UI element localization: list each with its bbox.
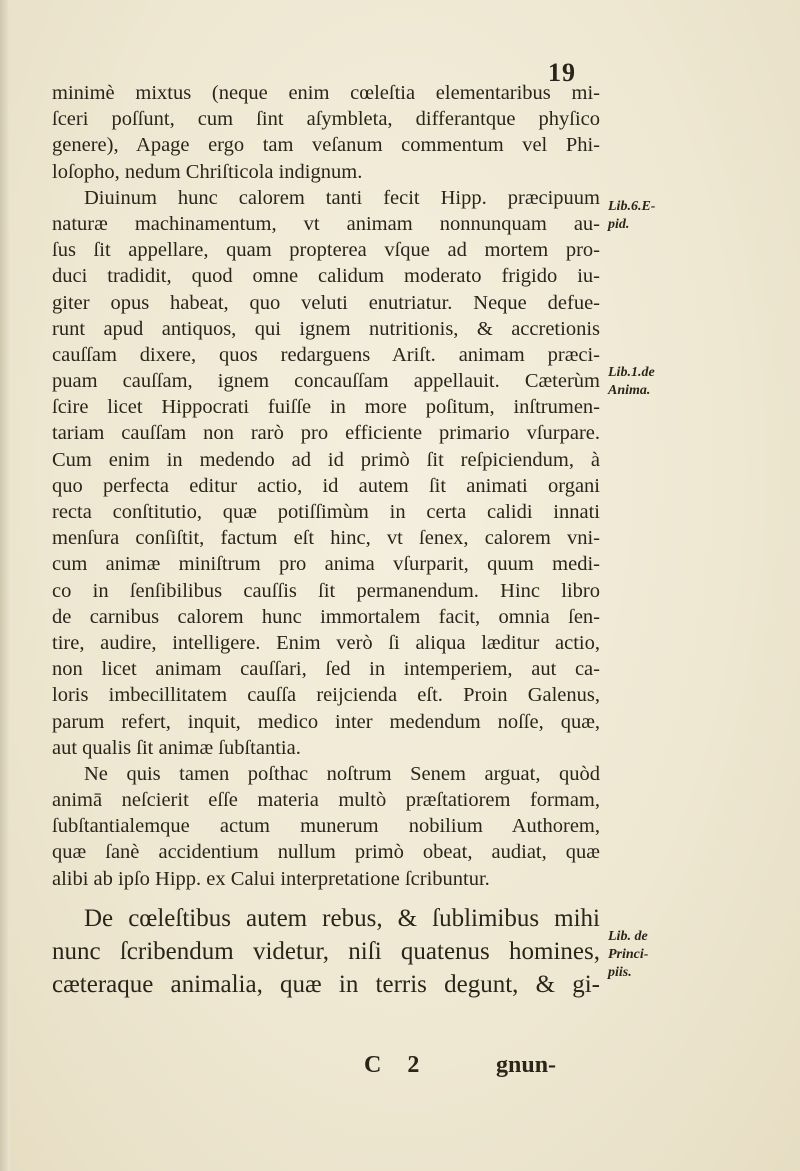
paragraph [52, 761, 600, 892]
text-line: co in ſenſibilibus cauſſis ſit permanendum. Hinc libro [52, 579, 600, 602]
text-line: Diuinum hunc calorem tanti fecit Hipp. præcipuum [84, 186, 600, 209]
text-block [52, 80, 600, 1001]
text-line: cum animæ miniſtrum pro anima vſurparit, quum medi- [52, 553, 600, 576]
text-line: animā neſcierit eſſe materia multò præſtatiorem formam, [52, 789, 600, 812]
text-line: alibi ab ipſo Hipp. ex Calui interpretatione ſcribuntur. [52, 867, 490, 890]
marginal-note [608, 198, 655, 234]
text-line: de carnibus calorem hunc immortalem facit, omnia ſen- [52, 605, 600, 628]
text-line: nunc ſcribendum videtur, niſi quatenus homines, [52, 937, 600, 965]
marginal-line: Anima. [608, 383, 651, 398]
text-line: ſubſtantialemque actum munerum nobilium Authorem, [52, 815, 600, 838]
text-line: tariam cauſſam non rarò pro efficiente primario vſurpare. [52, 422, 600, 445]
text-line: loſopho, nedum Chriſticola indignum. [52, 160, 363, 183]
marginal-line: Lib.1.de [608, 365, 655, 380]
signature-mark: C 2 [364, 1052, 430, 1078]
text-line: loris imbecillitatem cauſſa reijcienda eſt. Proin Galenus, [52, 684, 600, 707]
text-line: puam cauſſam, ignem concauſſam appellauit. Cæterùm [52, 370, 600, 393]
marginal-note [608, 364, 655, 400]
paragraph [52, 902, 600, 1001]
marginal-line: Lib.6.E- [608, 199, 656, 214]
marginal-line: Princi- [608, 947, 649, 962]
page-gutter [0, 0, 10, 1171]
text-line: Cum enim in medendo ad id primò ſit reſpiciendum, à [52, 448, 600, 471]
text-line: minimè mixtus (neque enim cœleſtia elementaribus mi- [52, 82, 600, 104]
marginal-line: pid. [608, 217, 630, 232]
text-line: tire, audire, intelligere. Enim verò ſi aliqua læditur actio, [52, 631, 600, 654]
text-line: naturæ machinamentum, vt animam nonnunquam au- [52, 212, 600, 235]
catchword: gnun- [496, 1052, 557, 1078]
text-line: menſura conſiſtit, factum eſt hinc, vt ſenex, calorem vni- [52, 527, 600, 550]
text-line: parum refert, inquit, medico inter medendum noſſe, quæ, [52, 710, 600, 733]
marginal-line: Lib. de [608, 929, 648, 944]
paragraph [52, 80, 600, 185]
text-line: ſcire licet Hippocrati fuiſſe in more poſitum, inſtrumen- [52, 396, 600, 419]
text-line: quæ ſanè accidentium nullum primò obeat, audiat, quæ [52, 841, 600, 864]
text-line: genere), Apage ergo tam veſanum commentum vel Phi- [52, 134, 600, 157]
text-line: ſceri poſſunt, cum ſint aſymbleta, differantque phyſico [52, 108, 600, 131]
text-line: Ne quis tamen poſthac noſtrum Senem arguat, quòd [84, 762, 600, 785]
text-line: quo perfecta editur actio, id autem ſit animati organi [52, 474, 600, 497]
page-number: 19 [548, 58, 576, 87]
marginal-note [608, 928, 648, 982]
text-line: giter opus habeat, quo veluti enutriatur. Neque defue- [52, 291, 600, 314]
text-line: non licet animam cauſſari, ſed in intemperiem, aut ca- [52, 658, 600, 681]
text-line: cauſſam dixere, quos redarguens Ariſt. animam præci- [52, 343, 600, 366]
text-line: duci tradidit, quod omne calidum moderato frigido iu- [52, 265, 600, 288]
paragraph [52, 185, 600, 761]
text-line: recta conſtitutio, quæ potiſſimùm in certa calidi innati [52, 501, 600, 523]
text-line: De cœleſtibus autem rebus, & ſublimibus mihi [84, 904, 600, 932]
text-line: cæteraque animalia, quæ in terris degunt, & gi- [52, 970, 600, 998]
text-line: aut qualis ſit animæ ſubſtantia. [52, 736, 301, 759]
text-line: ſus ſit appellare, quam propterea vſque ad mortem pro- [52, 239, 600, 262]
marginal-line: piis. [608, 965, 632, 980]
text-line: runt apud antiquos, qui ignem nutritionis, & accretionis [52, 317, 600, 340]
